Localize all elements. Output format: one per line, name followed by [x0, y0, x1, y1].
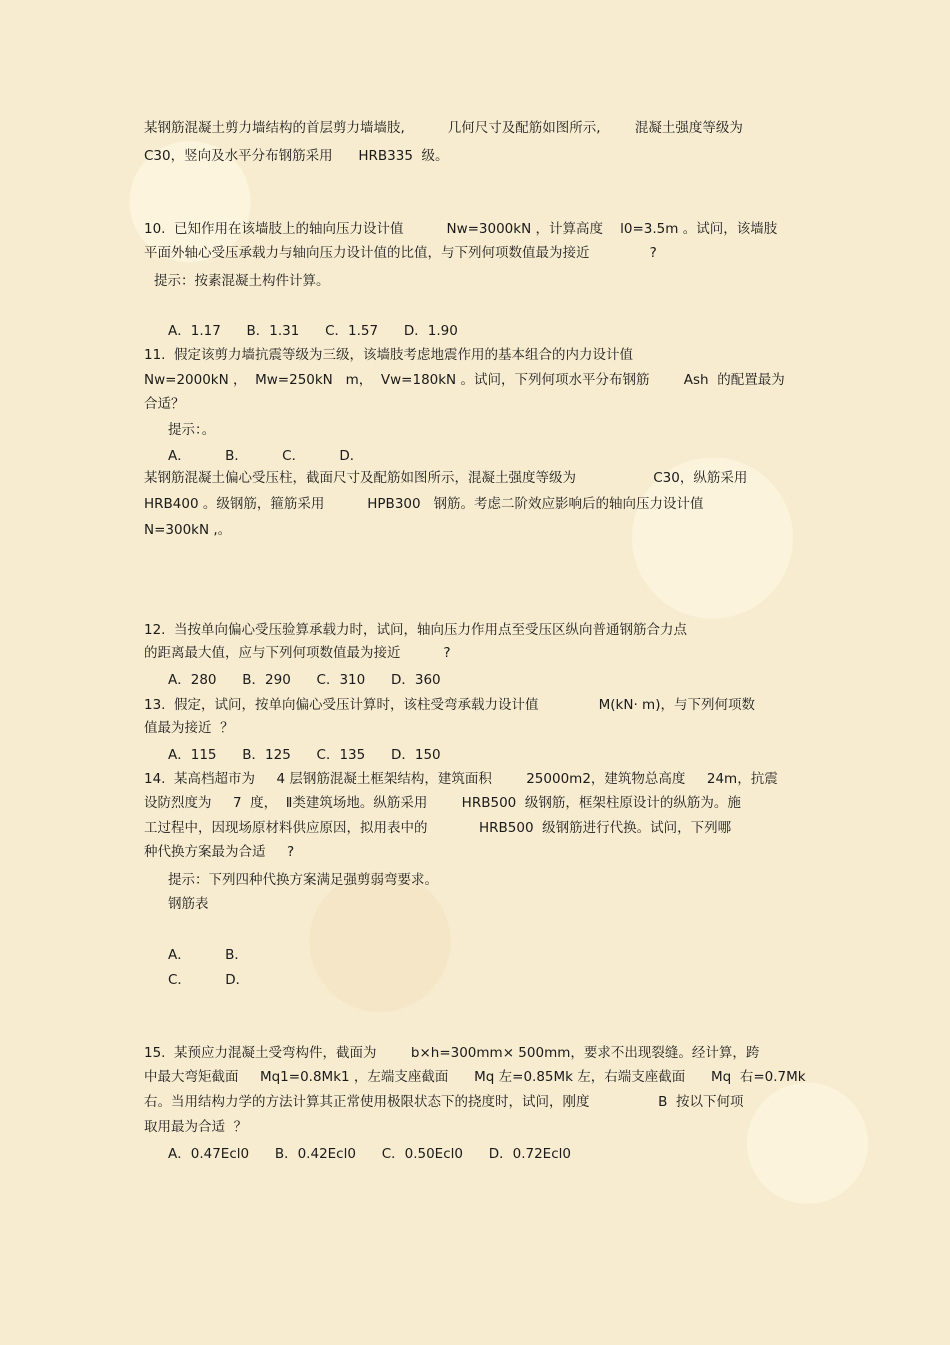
text-line: 右。当用结构力学的方法计算其正常使用极限状态下的挠度时，试问，刚度 B 按以下何项 — [144, 1094, 744, 1110]
table-caption: 钢筋表 — [168, 896, 209, 912]
answer-options: A． B． C． D． — [168, 448, 364, 464]
text-line: 合适？ — [144, 396, 185, 412]
text-line: 平面外轴心受压承载力与轴向压力设计值的比值，与下列何项数值最为接近 ? — [144, 245, 657, 261]
text-line: 设防烈度为 7 度， Ⅱ类建筑场地。纵筋采用 HRB500 级钢筋，框架柱原设计的纵筋为。施 — [144, 795, 741, 811]
text-line: 某钢筋混凝土剪力墙结构的首层剪力墙墙肢, 几何尺寸及配筋如图所示, 混凝土强度等级为 — [144, 120, 743, 136]
answer-options: A．0.47Ecl0 B．0.42Ecl0 C．0.50Ecl0 D．0.72Ecl0 — [168, 1146, 571, 1162]
text-line: HRB400 。级钢筋，箍筋采用 HPB300 钢筋。考虑二阶效应影响后的轴向压力设计值 — [144, 496, 704, 512]
text-line: N=300kN ,。 — [144, 522, 232, 538]
question-10: 10. 已知作用在该墙肢上的轴向压力设计值 Nw=3000kN ，计算高度 l0=3.5m 。试问，该墙肢 — [144, 221, 778, 237]
text-line: C30，竖向及水平分布钢筋采用 HRB335 级。 — [144, 148, 449, 164]
text-line: 工过程中，因现场原材料供应原因，拟用表中的 HRB500 级钢筋进行代换。试问，下列哪 — [144, 820, 732, 836]
question-12: 12. 当按单向偏心受压验算承载力时，试问，轴向压力作用点至受压区纵向普通钢筋合力点 — [144, 622, 688, 638]
question-13: 13. 假定，试问，按单向偏心受压计算时，该柱受弯承载力设计值 M(kN· m)，与下列何项数 — [144, 697, 755, 713]
text-line: Nw=2000kN ， Mw=250kN m， Vw=180kN 。试问，下列何项水平分布钢筋 Ash 的配置最为 — [144, 372, 785, 388]
hint-text: 提示：下列四种代换方案满足强剪弱弯要求。 — [168, 872, 438, 888]
hint-text: 提示：。 — [168, 422, 216, 438]
hint-text: 提示：按素混凝土构件计算。 — [154, 273, 330, 289]
text-line: 中最大弯矩截面 Mq1=0.8Mk1 ，左端支座截面 Mq 左=0.85Mk 左，右端支座截面 Mq 右=0.7Mk — [144, 1069, 806, 1085]
answer-options: A．280 B．290 C．310 D．360 — [168, 672, 441, 688]
text-line: 某钢筋混凝土偏心受压柱，截面尺寸及配筋如图所示，混凝土强度等级为 C30，纵筋采用 — [144, 470, 748, 486]
text-line: 取用最为合适 ？ — [144, 1119, 248, 1135]
answer-options: A． B． — [168, 947, 248, 963]
answer-options: A．115 B．125 C．135 D．150 — [168, 747, 441, 763]
text-line: 值最为接近 ？ — [144, 720, 234, 736]
question-15: 15. 某预应力混凝土受弯构件，截面为 b×h=300mm× 500mm，要求不出现裂缝。经计算，跨 — [144, 1045, 760, 1061]
answer-options: C． D． — [168, 972, 250, 988]
question-14: 14. 某高档超市为 4 层钢筋混凝土框架结构，建筑面积 25000m2，建筑物总高度 24m，抗震 — [144, 771, 778, 787]
text-line: 种代换方案最为合适 ? — [144, 844, 295, 860]
answer-options: A．1.17 B．1.31 C．1.57 D．1.90 — [168, 323, 458, 339]
text-line: 的距离最大值，应与下列何项数值最为接近 ? — [144, 645, 451, 661]
question-11: 11. 假定该剪力墙抗震等级为三级，该墙肢考虑地震作用的基本组合的内力设计值 — [144, 347, 634, 363]
